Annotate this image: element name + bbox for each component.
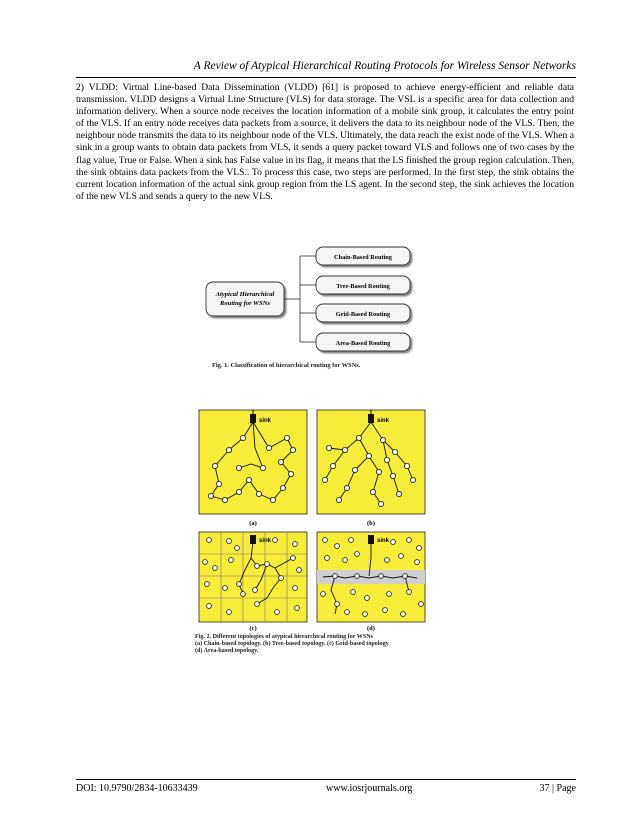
figure-2: [195, 408, 435, 654]
figure-2-caption-line1: Fig. 2. Different topologies of atypical hierarchical routing for WSNs: [195, 634, 374, 640]
panel-b: [317, 410, 425, 514]
footer-site: www.iosrjournals.org: [326, 783, 413, 794]
panel-label-d: (d): [367, 625, 375, 632]
paragraph-vldd: 2) VLDD: Virtual Line-based Data Dissemination (VLDD) [61] is proposed to achieve energy-efficient and reliable data transmission. VLDD designs a Virtual Line Structure (VLS) for data storage. The VSL is a specific area for data collection and information delivery. When a source node receives the location information of a mobile sink group, it calculates the entry point of the VLS. If an entry node receives data packets from a source, it delivers the data to its neighbour node of the VLS. Then, the neighbour node transmits the data to its neighbour node of the VLS. Ultimately, the data reach the exist node of the VLS. When a sink in a group wants to obtain data packets from VLS, it sends a query packet toward VLS and follows one of two cases by the flag value, True or False. When a sink has False value in its flag, it means that the LS finished the group region calculation. Then, the sink obtains data packets from the VLS.. To process this case, two steps are performed. In the first step, the sink obtains the current location information of the actual sink group region from the LS agent. In the second step, the sink achieves the location of the new VLS and sends a query to the new VLS.: [76, 82, 574, 202]
tree-connectors: [284, 256, 316, 342]
branch-area: [316, 333, 410, 351]
sink-label: sink: [259, 538, 272, 544]
sink-label: sink: [259, 418, 272, 424]
root-node: [206, 282, 284, 316]
sink-label: sink: [377, 418, 390, 424]
footer-doi: DOI: 10.9790/2834-10633439: [76, 783, 198, 794]
sink-icon: [250, 535, 256, 544]
branch-label: Grid-Based Routing: [335, 311, 391, 318]
branch-label: Area-Based Routing: [335, 340, 391, 347]
figure-2-caption-line2: (a) Chain-based topology. (b) Tree-based topology. (c) Grid-based topology: [195, 641, 389, 647]
figure-2-caption-line3: (d) Area-based topology.: [195, 648, 259, 654]
sink-icon: [368, 535, 374, 544]
root-label-line1: Atypical Hierarchical: [215, 291, 275, 298]
branch-label: Tree-Based Routing: [336, 283, 390, 290]
panel-label-c: (c): [249, 625, 257, 632]
branch-label: Chain-Based Routing: [334, 254, 392, 261]
figure-1-caption: Fig. 1. Classification of hierarchical routing for WSNs.: [212, 362, 361, 369]
root-label-line2: Routing for WSNs: [219, 300, 271, 307]
panel-label-a: (a): [249, 520, 257, 527]
branch-chain: [316, 247, 410, 265]
branch-grid: [316, 304, 410, 322]
running-header: A Review of Atypical Hierarchical Routing Protocols for Wireless Sensor Networks: [193, 60, 576, 72]
branch-tree: [316, 276, 410, 294]
panel-label-b: (b): [367, 520, 375, 527]
sink-label: sink: [377, 538, 390, 544]
header-rule: [76, 77, 576, 78]
figure-1: [200, 242, 430, 372]
footer-rule: [76, 779, 576, 780]
footer-page-number: 37 | Page: [539, 783, 576, 794]
